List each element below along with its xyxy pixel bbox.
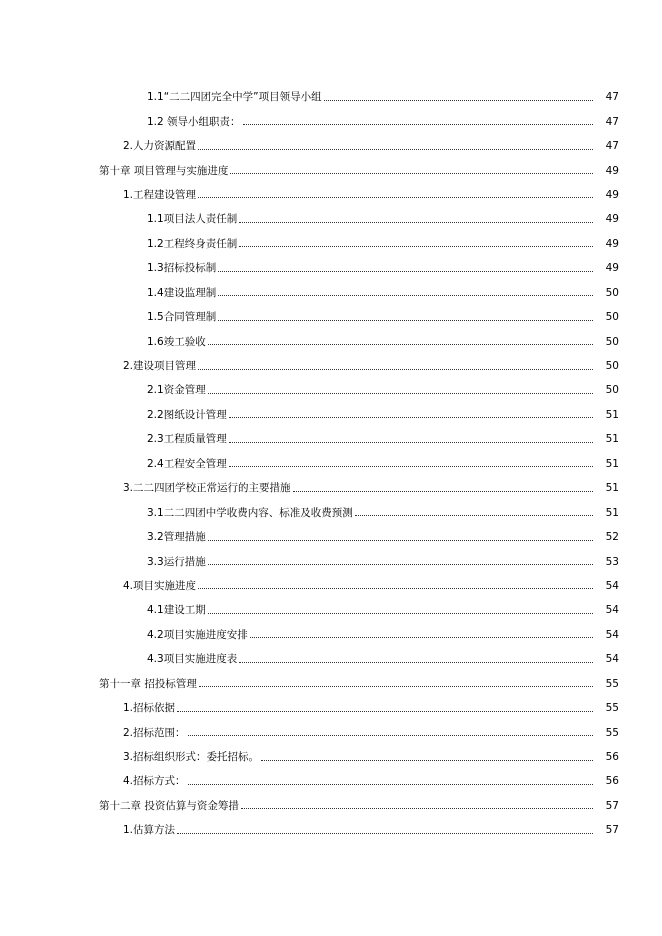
toc-entry-title: 1.4建设监理制 (147, 286, 217, 299)
toc-entry-page-number: 49 (605, 188, 619, 201)
toc-entry[interactable] (0, 696, 662, 720)
toc-entry-title: 3.3运行措施 (147, 555, 206, 568)
toc-entry[interactable] (0, 818, 662, 842)
toc-entry[interactable] (0, 158, 662, 182)
toc-entry-page-number: 54 (605, 628, 619, 641)
dot-leader (250, 637, 593, 638)
toc-entry[interactable] (0, 769, 662, 793)
toc-entry-page-number: 51 (605, 408, 619, 421)
toc-entry-page-number: 49 (605, 262, 619, 275)
toc-entry-title: 2.1资金管理 (147, 384, 206, 397)
toc-entry-page-number: 50 (605, 286, 619, 299)
dot-leader (324, 100, 593, 101)
dot-leader (230, 173, 593, 174)
toc-entry-title: 1.5合同管理制 (147, 311, 217, 324)
toc-entry[interactable] (0, 549, 662, 573)
dot-leader (198, 588, 593, 589)
toc-entry-title: 1.1“二二四团完全中学”项目领导小组 (147, 91, 322, 104)
dot-leader (218, 320, 593, 321)
dot-leader (208, 344, 593, 345)
toc-entry[interactable] (0, 134, 662, 158)
dot-leader (239, 662, 593, 663)
dot-leader (208, 613, 593, 614)
toc-entry[interactable] (0, 476, 662, 500)
dot-leader (229, 466, 593, 467)
toc-entry-page-number: 57 (605, 799, 619, 812)
toc-entry-title: 2.4工程安全管理 (147, 457, 227, 470)
toc-entry-page-number: 49 (605, 164, 619, 177)
dot-leader (239, 222, 593, 223)
toc-entry[interactable] (0, 85, 662, 109)
toc-entry-page-number: 54 (605, 579, 619, 592)
toc-entry[interactable] (0, 109, 662, 133)
toc-entry-page-number: 57 (605, 824, 619, 837)
dot-leader (208, 564, 593, 565)
dot-leader (229, 442, 593, 443)
dot-leader (229, 417, 593, 418)
toc-entry-title: 1.估算方法 (123, 824, 176, 837)
toc-entry-page-number: 52 (605, 531, 619, 544)
toc-entry-title: 4.招标方式： (123, 775, 186, 788)
toc-entry-page-number: 55 (605, 726, 619, 739)
toc-entry[interactable] (0, 794, 662, 818)
toc-entry[interactable] (0, 256, 662, 280)
toc-entry-title: 2.人力资源配置 (123, 140, 197, 153)
toc-entry[interactable] (0, 647, 662, 671)
toc-entry-title: 4.3项目实施进度表 (147, 653, 238, 666)
toc-entry-page-number: 50 (605, 360, 619, 373)
dot-leader (198, 369, 593, 370)
toc-entry-page-number: 56 (605, 775, 619, 788)
toc-entry[interactable] (0, 305, 662, 329)
dot-leader (208, 540, 593, 541)
toc-entry-page-number: 51 (605, 482, 619, 495)
toc-entry-title: 2.建设项目管理 (123, 360, 197, 373)
toc-entry-title: 2.招标范围： (123, 726, 186, 739)
toc-entry[interactable] (0, 598, 662, 622)
dot-leader (239, 246, 593, 247)
dot-leader (188, 784, 593, 785)
toc-entry[interactable] (0, 672, 662, 696)
toc-entry[interactable] (0, 403, 662, 427)
toc-entry-title: 4.项目实施进度 (123, 579, 197, 592)
toc-entry-page-number: 49 (605, 237, 619, 250)
table-of-contents (0, 85, 662, 843)
toc-entry-title: 1.1项目法人责任制 (147, 213, 238, 226)
toc-entry-page-number: 53 (605, 555, 619, 568)
toc-entry[interactable] (0, 183, 662, 207)
toc-entry-title: 1.2 领导小组职责： (147, 115, 241, 128)
toc-entry-title: 2.2图纸设计管理 (147, 408, 227, 421)
toc-entry[interactable] (0, 500, 662, 524)
toc-entry-page-number: 55 (605, 677, 619, 690)
toc-entry[interactable] (0, 574, 662, 598)
dot-leader (198, 149, 593, 150)
toc-entry[interactable] (0, 281, 662, 305)
toc-entry-title: 4.1建设工期 (147, 604, 206, 617)
dot-leader (241, 808, 593, 809)
dot-leader (261, 760, 593, 761)
toc-entry-title: 1.3招标投标制 (147, 262, 217, 275)
toc-entry-title: 3.2管理措施 (147, 531, 206, 544)
dot-leader (198, 197, 593, 198)
dot-leader (177, 711, 593, 712)
dot-leader (243, 124, 593, 125)
toc-entry[interactable] (0, 354, 662, 378)
toc-entry-page-number: 54 (605, 604, 619, 617)
toc-entry-title: 第十章 项目管理与实施进度 (99, 164, 229, 177)
toc-entry-page-number: 51 (605, 457, 619, 470)
toc-entry-title: 2.3工程质量管理 (147, 433, 227, 446)
toc-entry-page-number: 49 (605, 213, 619, 226)
toc-entry-page-number: 50 (605, 335, 619, 348)
toc-entry-title: 4.2项目实施进度安排 (147, 628, 248, 641)
toc-entry[interactable] (0, 525, 662, 549)
toc-entry-title: 3.1二二四团中学收费内容、标准及收费预测 (147, 506, 353, 519)
dot-leader (199, 686, 593, 687)
dot-leader (293, 491, 593, 492)
toc-entry[interactable] (0, 207, 662, 231)
dot-leader (218, 295, 593, 296)
toc-entry-page-number: 47 (605, 115, 619, 128)
toc-entry-title: 1.6竣工验收 (147, 335, 206, 348)
toc-entry-title: 3.招标组织形式：委托招标。 (123, 751, 260, 764)
toc-entry-page-number: 56 (605, 751, 619, 764)
toc-entry[interactable] (0, 745, 662, 769)
toc-entry-page-number: 50 (605, 311, 619, 324)
toc-entry[interactable] (0, 623, 662, 647)
toc-entry-title: 3.二二四团学校正常运行的主要措施 (123, 482, 291, 495)
toc-entry-title: 1.工程建设管理 (123, 188, 197, 201)
toc-entry[interactable] (0, 378, 662, 402)
toc-entry-title: 第十二章 投资估算与资金筹措 (99, 799, 239, 812)
toc-entry-page-number: 55 (605, 702, 619, 715)
dot-leader (218, 271, 593, 272)
toc-entry-page-number: 54 (605, 653, 619, 666)
toc-entry-title: 第十一章 招投标管理 (99, 677, 197, 690)
toc-entry-page-number: 47 (605, 91, 619, 104)
toc-entry[interactable] (0, 452, 662, 476)
toc-entry-page-number: 47 (605, 140, 619, 153)
toc-entry-page-number: 50 (605, 384, 619, 397)
toc-entry-title: 1.招标依据 (123, 702, 176, 715)
dot-leader (177, 833, 593, 834)
toc-entry-page-number: 51 (605, 433, 619, 446)
toc-entry-title: 1.2工程终身责任制 (147, 237, 238, 250)
dot-leader (188, 735, 593, 736)
dot-leader (355, 515, 593, 516)
toc-entry-page-number: 51 (605, 506, 619, 519)
toc-entry[interactable] (0, 232, 662, 256)
dot-leader (208, 393, 593, 394)
toc-entry[interactable] (0, 427, 662, 451)
toc-entry[interactable] (0, 329, 662, 353)
toc-entry[interactable] (0, 720, 662, 744)
